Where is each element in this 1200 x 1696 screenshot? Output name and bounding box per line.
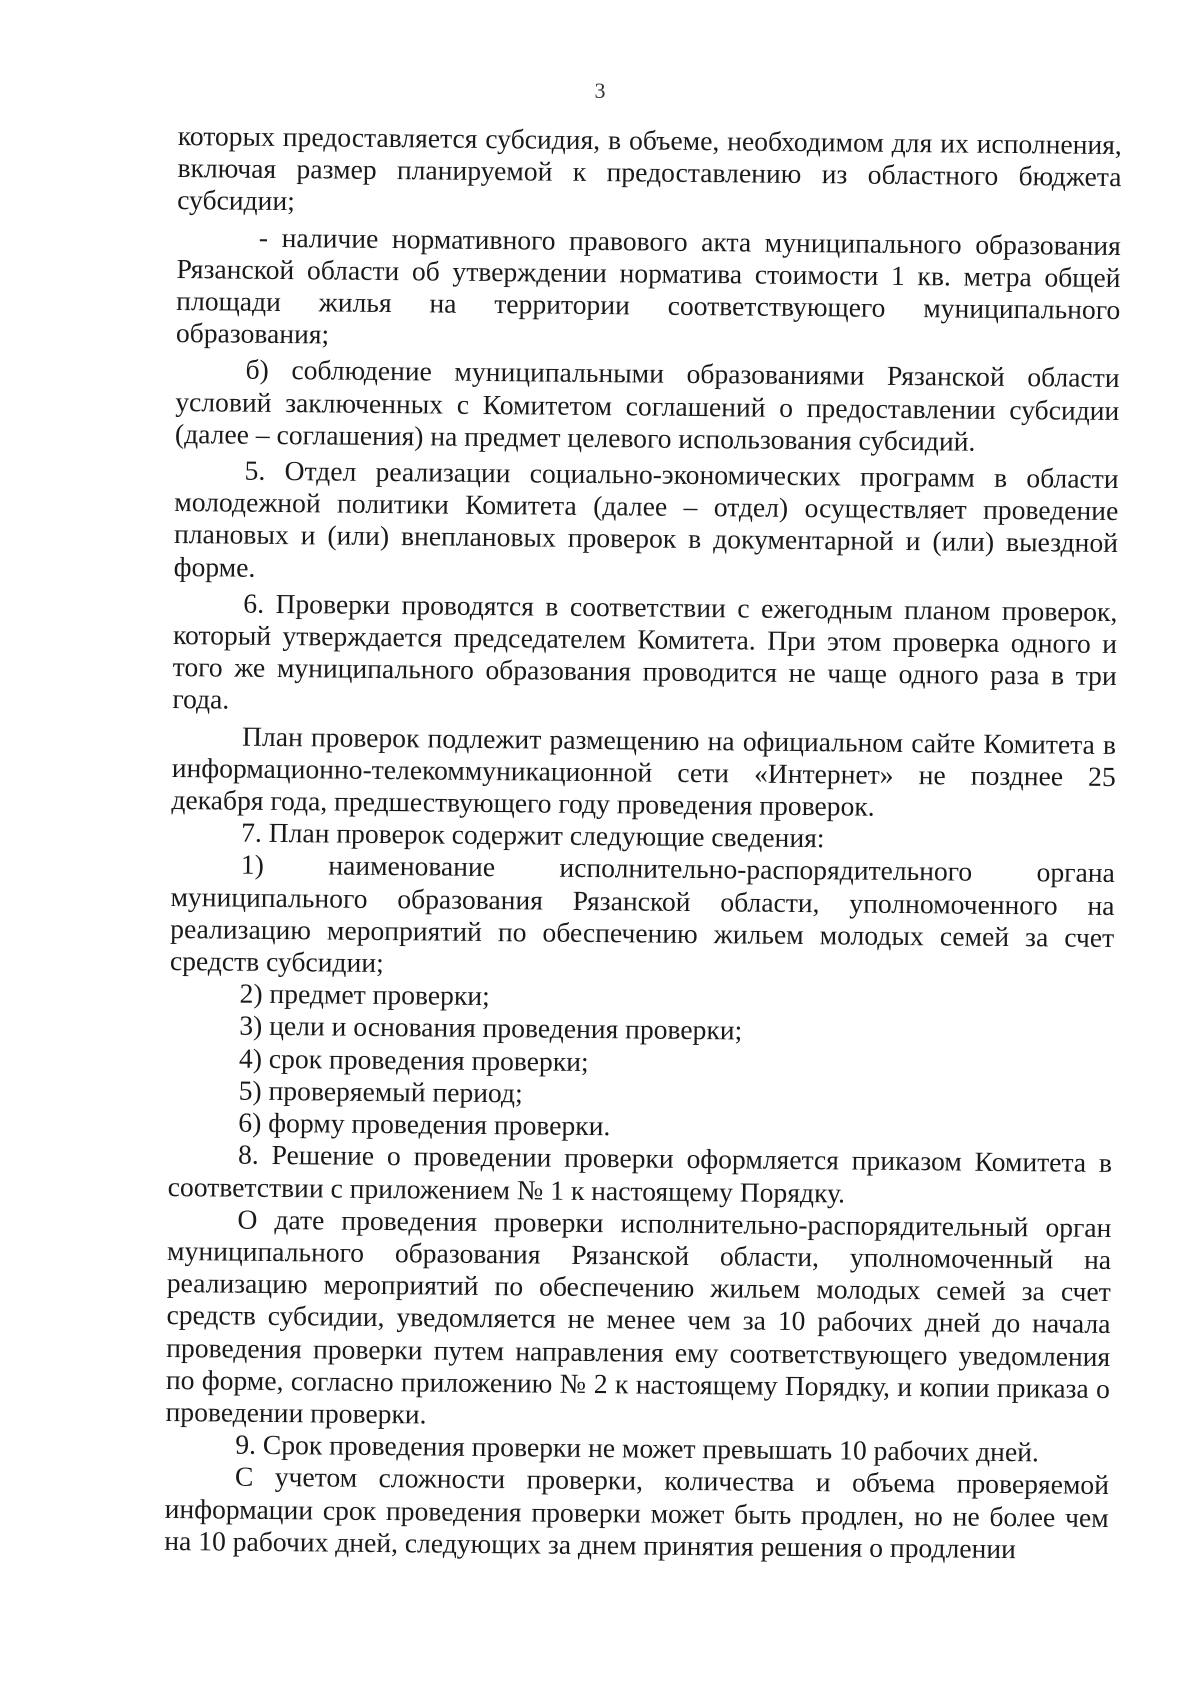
paragraph: 1) наименование исполнительно-распорядительного органа муниципального образования Рязанской области, уполномоченного на реализацию мероприятий по обеспечению жильем молодых семей за счет средств субсидии; xyxy=(169,849,1115,979)
paragraph: 8. Решение о проведении проверки оформляется приказом Комитета в соответствии с приложением № 1 к настоящему Порядку. xyxy=(167,1138,1113,1208)
paragraph: б) соблюдение муниципальными образованиями Рязанской области условий заключенных с Комитетом соглашений о предоставлении субсидии (далее – соглашения) на предмет целевого использования субсидий. xyxy=(174,354,1120,457)
paragraph: План проверок подлежит размещению на официальном сайте Комитета в информационно-телекоммуникационной сети «Интернет» не позднее 25 декабря года, предшествующего году проведения проверок. xyxy=(171,720,1117,822)
list-item: 4) срок проведения проверки; xyxy=(238,1042,589,1077)
list-item: 2) предмет проверки; xyxy=(239,977,490,1012)
paragraph: которых предоставляется субсидия, в объеме, необходимом для их исполнения, включая размер планируемой к предоставлению из областного бюджета субсидии; xyxy=(177,120,1122,217)
paragraph: О дате проведения проверки исполнительно-распорядительный орган муниципального образования Рязанской области, уполномоченный на реализацию мероприятий по обеспечению жильем молодых семей за счет средств субсидии, уведомляется не менее чем за 10 рабочих дней до начала проведения проверки путем направления ему соответствующего уведомления по форме, согласно приложению № 2 к настоящему Порядку, и копии приказа о проведении проверки. xyxy=(165,1203,1112,1430)
list-item: 3) цели и основания проведения проверки; xyxy=(239,1010,743,1046)
paragraph: С учетом сложности проверки, количества и объема проверяемой информации срок проведения проверки может быть продлен, но не более чем на 10 рабочих дней, следующих за днем принятия решения о продлении xyxy=(164,1460,1110,1564)
page-number: 3 xyxy=(594,78,606,103)
paragraph: 7. План проверок содержит следующие сведения: xyxy=(241,816,825,854)
document-body xyxy=(164,120,1122,1566)
paragraph: - наличие нормативного правового акта муниципального образования Рязанской области об утверждении норматива стоимости 1 кв. метра общей площади жилья на территории соответствующего муниципального образования; xyxy=(175,221,1121,350)
paragraph: 9. Срок проведения проверки не может превышать 10 рабочих дней. xyxy=(235,1428,1039,1468)
paragraph: 6. Проверки проводятся в соответствии с ежегодным планом проверок, который утверждается председателем Комитета. При этом проверка одного и того же муниципального образования проводится не чаще одного раза в три года. xyxy=(172,587,1118,715)
paragraph: 5. Отдел реализации социально-экономических программ в области молодежной политики Комитета (далее – отдел) осуществляет проведение плановых и (или) внеплановых проверок в документарной и (или) выездной форме. xyxy=(173,454,1119,583)
list-item: 5) проверяемый период; xyxy=(238,1074,523,1109)
list-item: 6) форму проведения проверки. xyxy=(238,1106,611,1142)
